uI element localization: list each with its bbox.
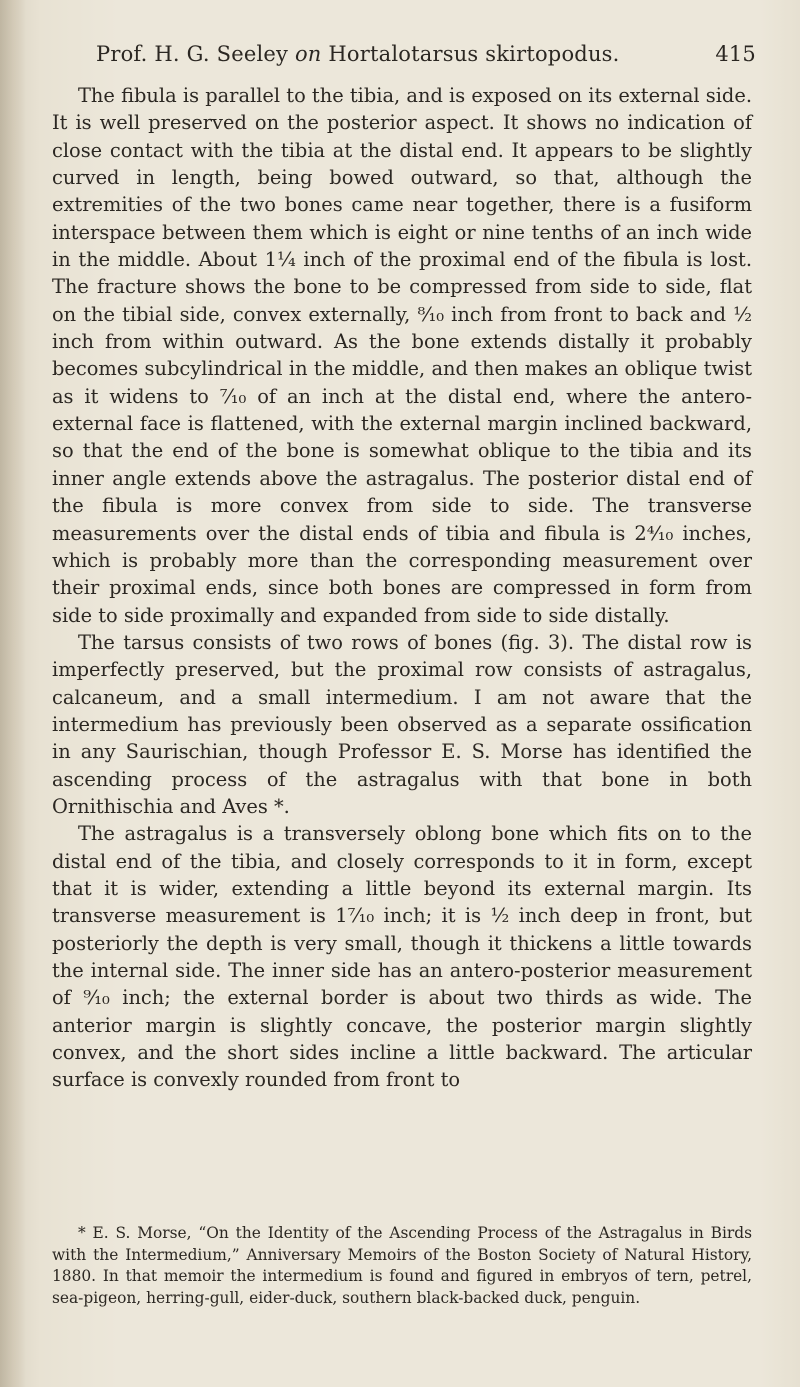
header-subject: Hortalotarsus skirtopodus. [321,42,620,66]
header-on-word: on [294,42,322,66]
page-spine-shadow [0,0,26,1387]
header-author: Prof. H. G. Seeley [96,42,295,66]
page-number: 415 [715,42,756,66]
running-header [96,42,756,76]
running-title [96,42,620,66]
body-text [52,82,752,1094]
paragraph-fibula: The fibula is parallel to the tibia, and is exposed on its external side. It is well preserved on the posterior aspect. It shows no indication of close contact with the tibia at the distal end. It appears to be slightly curved in length, being bowed outward, so that, although the extremities of the two bones came near together, there is a fusiform interspace between them which is eight or nine tenths of an inch wide in the middle. About 1¼ inch of the proximal end of the fibula is lost. The fracture shows the bone to be compressed from side to side, flat on the tibial side, convex externally, ⁸⁄₁₀ inch from front to back and ½ inch from within outward. As the bone extends distally it probably becomes subcylindrical in the middle, and then makes an oblique twist as it widens to ⁷⁄₁₀ of an inch at the distal end, where the antero-external face is flattened, with the external margin inclined backward, so that the end of the bone is somewhat oblique to the tibia and its inner angle extends above the astragalus. The posterior distal end of the fibula is more convex from side to side. The transverse measurements over the distal ends of tibia and fibula is 2⁴⁄₁₀ inches, which is probably more than the corresponding measurement over their proximal ends, since both bones are compressed in form from side to side proximally and expanded from side to side distally. [52,84,752,627]
footnote-text: * E. S. Morse, “On the Identity of the Ascending Process of the Astragalus in Birds with the Intermedium,” Anniversary Memoirs of the Boston Society of Natural History, 1880. In that memoir the intermedium is found and figured in embryos of tern, petrel, sea-pigeon, herring-gull, eider-duck, southern black-backed duck, penguin. [52,1224,752,1307]
paragraph-tarsus: The tarsus consists of two rows of bones (fig. 3). The distal row is imperfectly preserved, but the proximal row consists of astragalus, calcaneum, and a small intermedium. I am not aware that the intermedium has previously been observed as a separate ossification in any Saurischian, though Professor E. S. Morse has identified the ascending process of the astragalus with that bone in both Ornithischia and Aves *. [52,630,752,818]
footnote [52,1223,752,1309]
paragraph-astragalus: The astragalus is a transversely oblong bone which fits on to the distal end of the tibia, and closely corresponds to it in form, except that it is wider, extending a little beyond its external margin. Its transverse measurement is 1⁷⁄₁₀ inch; it is ½ inch deep in front, but posteriorly the depth is very small, though it thickens a little towards the internal side. The inner side has an antero-posterior measurement of ⁹⁄₁₀ inch; the external border is about two thirds as wide. The anterior margin is slightly concave, the posterior margin slightly convex, and the short sides incline a little backward. The articular surface is convexly rounded from front to [52,822,752,1092]
